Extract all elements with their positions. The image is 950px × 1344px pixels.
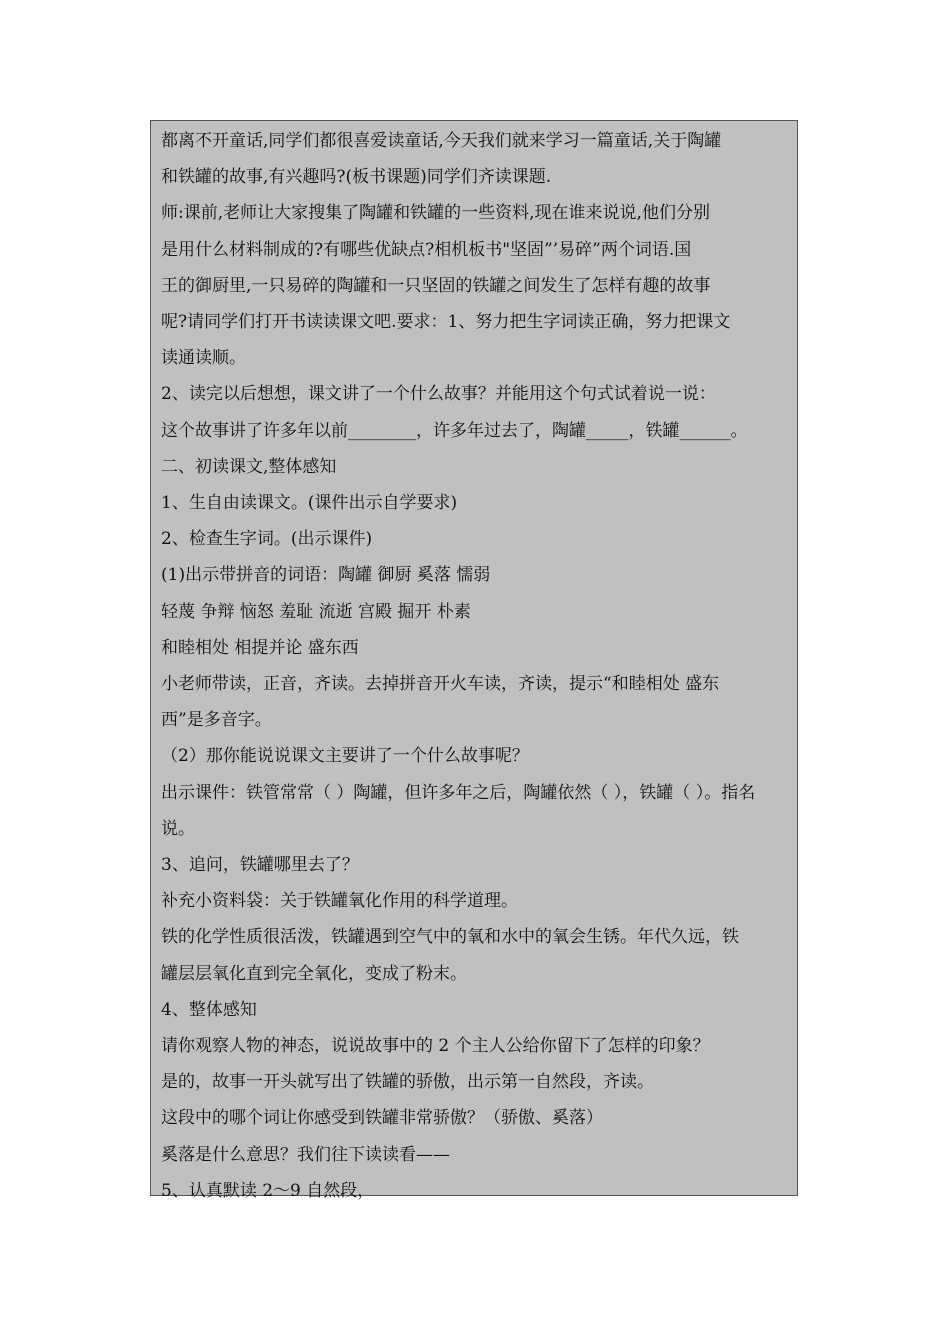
text-line: 这个故事讲了许多年以前________，许多年过去了，陶罐_____，铁罐______。 xyxy=(161,420,748,441)
text-line: 奚落是什么意思？我们往下读读看—— xyxy=(161,1144,450,1165)
text-line: 2、检查生字词。(出示课件) xyxy=(161,529,373,550)
text-line: (1)出示带拼音的词语：陶罐 御厨 奚落 懦弱 xyxy=(161,565,491,586)
text-line: 2、读完以后想想，课文讲了一个什么故事？并能用这个句式试着说一说： xyxy=(161,384,716,405)
text-line: 小老师带读，正音，齐读。去掉拼音开火车读，齐读，提示“和睦相处 盛东 xyxy=(161,674,720,695)
text-line: （2）那你能说说课文主要讲了一个什么故事呢？ xyxy=(161,746,529,767)
text-line: 3、追问，铁罐哪里去了？ xyxy=(161,855,359,876)
text-line: 读通读顺。 xyxy=(161,348,246,369)
text-line: 和铁罐的故事,有兴趣吗?(板书课题)同学们齐读课题. xyxy=(161,167,552,188)
text-line: 出示课件：铁管常常（ ）陶罐，但许多年之后，陶罐依然（ ），铁罐（ ）。指名 xyxy=(161,782,756,803)
text-line: 师:课前,老师让大家搜集了陶罐和铁罐的一些资料,现在谁来说说,他们分别 xyxy=(161,203,710,224)
text-line: 王的御厨里,一只易碎的陶罐和一只坚固的铁罐之间发生了怎样有趣的故事 xyxy=(161,275,711,296)
text-line: 说。 xyxy=(161,818,195,839)
section-heading: 二、初读课文,整体感知 xyxy=(161,456,337,477)
text-line: 呢?请同学们打开书读读课文吧.要求：1、努力把生字词读正确，努力把课文 xyxy=(161,312,731,333)
text-line: 都离不开童话,同学们都很喜爱读童话,今天我们就来学习一篇童话,关于陶罐 xyxy=(161,131,722,151)
text-line: 4、整体感知 xyxy=(161,999,257,1020)
text-line: 铁的化学性质很活泼，铁罐遇到空气中的氧和水中的氧会生锈。年代久远，铁 xyxy=(161,927,739,948)
text-line: 西”是多音字。 xyxy=(161,710,272,731)
text-line: 是用什么材料制成的?有哪些优缺点?相机板书"坚固”’易碎”两个词语.国 xyxy=(161,239,692,260)
text-line: 请你观察人物的神态，说说故事中的 2 个主人公给你留下了怎样的印象？ xyxy=(161,1036,710,1057)
text-line: 5、认真默读 2～9 自然段， xyxy=(161,1180,375,1201)
text-line: 罐层层氧化直到完全氧化，变成了粉末。 xyxy=(161,963,467,984)
text-line: 1、生自由读课文。(课件出示自学要求) xyxy=(161,493,458,514)
text-line: 和睦相处 相提并论 盛东西 xyxy=(161,637,359,658)
text-line: 是的，故事一开头就写出了铁罐的骄傲，出示第一自然段，齐读。 xyxy=(161,1072,654,1093)
text-line: 这段中的哪个词让你感受到铁罐非常骄傲？（骄傲、奚落） xyxy=(161,1108,603,1129)
lesson-text-box xyxy=(150,120,798,1201)
text-line: 轻蔑 争辩 恼怒 羞耻 流逝 宫殿 掘开 朴素 xyxy=(161,601,471,622)
text-line: 补充小资料袋：关于铁罐氧化作用的科学道理。 xyxy=(161,891,518,912)
